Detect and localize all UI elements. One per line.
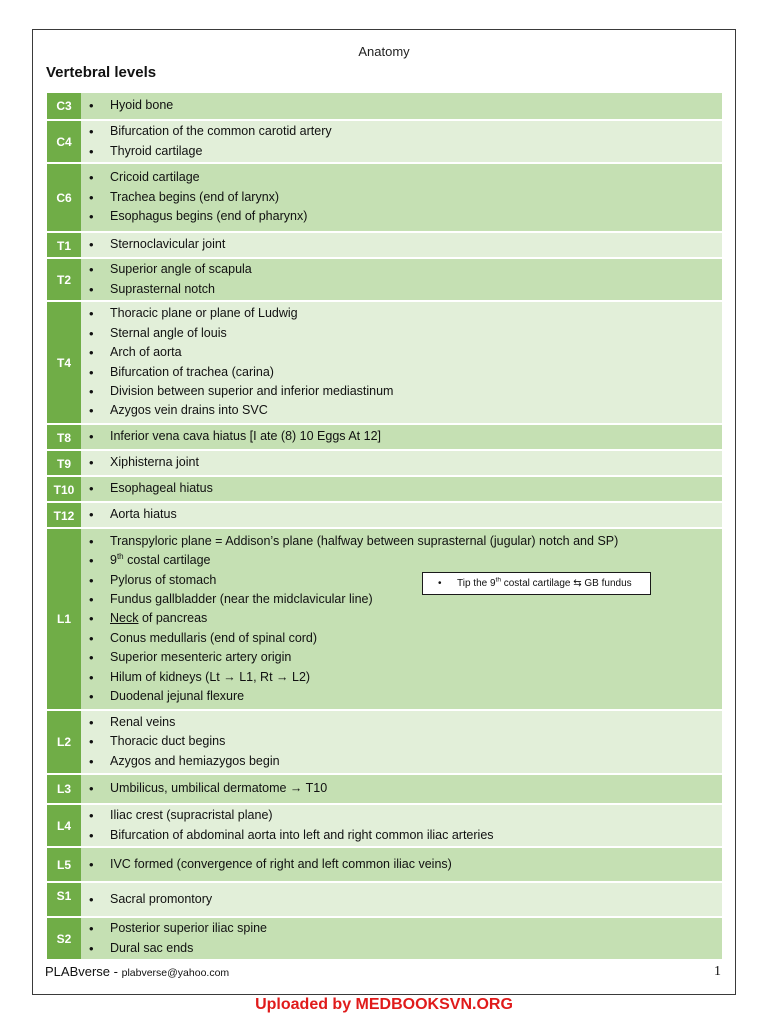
list-item: • Dural sac ends (81, 939, 722, 958)
level-row-c4 (47, 121, 722, 162)
list-item: • Division between superior and inferior mediastinum (81, 382, 722, 401)
list-item: • Sternoclavicular joint (81, 235, 722, 254)
level-row-l1 (47, 529, 722, 709)
level-row-t8 (47, 425, 722, 449)
tip-callout-box (422, 572, 651, 595)
level-items (81, 233, 722, 257)
list-item: • Thoracic plane or plane of Ludwig (81, 304, 722, 323)
page-number: 1 (714, 964, 721, 979)
level-code: C4 (47, 121, 81, 162)
level-code: T1 (47, 233, 81, 257)
level-code: T4 (47, 302, 81, 423)
level-code: L5 (47, 848, 81, 881)
list-item: • Bifurcation of abdominal aorta into left and right common iliac arteries (81, 826, 722, 845)
page-frame (32, 29, 736, 995)
level-items (81, 775, 722, 803)
bullet-list (81, 425, 722, 447)
level-code: T10 (47, 477, 81, 501)
list-item: • Conus medullaris (end of spinal cord) (81, 629, 722, 648)
bullet-list (81, 503, 722, 525)
level-row-t4 (47, 302, 722, 423)
level-row-t2 (47, 259, 722, 300)
bullet-list (81, 529, 722, 706)
level-items (81, 451, 722, 475)
tip-text-post: costal cartilage ⇆ GB fundus (500, 578, 632, 589)
bullet-list (81, 775, 722, 799)
item-text: 9 (110, 553, 117, 568)
list-item: • Cricoid cartilage (81, 168, 722, 187)
level-code: S2 (47, 918, 81, 959)
level-row-c6 (47, 164, 722, 231)
footer-brand: PLABverse (45, 964, 111, 979)
level-row-l5 (47, 848, 722, 881)
level-items (81, 918, 722, 959)
list-item (81, 551, 722, 570)
list-item: • Aorta hiatus (81, 505, 722, 524)
level-code: T8 (47, 425, 81, 449)
bullet-list (81, 259, 722, 299)
document-header: Anatomy (358, 44, 410, 59)
tip-text-sup: th (495, 576, 501, 584)
level-row-t9 (47, 451, 722, 475)
level-items (81, 503, 722, 527)
bullet-list (81, 848, 722, 874)
list-item: • IVC formed (convergence of right and left common iliac veins) (81, 855, 722, 874)
item-superscript: th (116, 551, 124, 561)
level-items (81, 711, 722, 773)
footer-separator: - (110, 964, 122, 979)
bullet-list (81, 121, 722, 161)
list-item: • Bifurcation of trachea (carina) (81, 363, 722, 382)
level-items (81, 477, 722, 501)
level-code: L1 (47, 529, 81, 709)
level-code: C6 (47, 164, 81, 231)
list-item: • Xiphisterna joint (81, 453, 722, 472)
level-code: C3 (47, 93, 81, 119)
level-code: L3 (47, 775, 81, 803)
list-item: • Sternal angle of louis (81, 324, 722, 343)
list-item (81, 609, 722, 628)
bullet-list (81, 883, 722, 909)
level-items (81, 302, 722, 423)
item-text: of pancreas (138, 611, 208, 626)
list-item: • Bifurcation of the common carotid artery (81, 122, 722, 141)
level-row-t1 (47, 233, 722, 257)
list-item: • Azygos vein drains into SVC (81, 401, 722, 420)
level-items (81, 883, 722, 916)
bullet-list (81, 164, 722, 227)
list-item: • Transpyloric plane = Addison’s plane (halfway between suprasternal (jugular) notch and SP) (81, 532, 722, 551)
level-row-s1 (47, 883, 722, 916)
level-items (81, 93, 722, 119)
level-code: T2 (47, 259, 81, 300)
level-row-t12 (47, 503, 722, 527)
item-text: costal cartilage (123, 553, 211, 568)
list-item: • Hyoid bone (81, 96, 722, 115)
level-row-s2 (47, 918, 722, 959)
bullet-list (81, 451, 722, 473)
level-items (81, 848, 722, 881)
document-title: Vertebral levels (46, 64, 157, 81)
list-item: • Thyroid cartilage (81, 142, 722, 161)
level-items (81, 259, 722, 300)
level-code: T9 (47, 451, 81, 475)
level-code: T12 (47, 503, 81, 527)
list-item: • Duodenal jejunal flexure (81, 687, 722, 706)
level-row-t10 (47, 477, 722, 501)
bullet-list (81, 93, 722, 116)
level-items (81, 529, 722, 709)
level-row-l3 (47, 775, 722, 803)
list-item: • Azygos and hemiazygos begin (81, 752, 722, 771)
level-code: L4 (47, 805, 81, 846)
list-item: • Esophageal hiatus (81, 479, 722, 498)
level-row-c3 (47, 93, 722, 119)
upload-banner: Uploaded by MEDBOOKSVN.ORG (255, 996, 513, 1013)
document-footer (45, 964, 229, 979)
list-item: • Sacral promontory (81, 890, 722, 909)
bullet-list (81, 302, 722, 421)
bullet-list (81, 918, 722, 958)
list-item: • Fundus gallbladder (near the midclavicular line) (81, 590, 722, 609)
level-code: L2 (47, 711, 81, 773)
level-code: S1 (47, 883, 81, 916)
list-item: • Trachea begins (end of larynx) (81, 188, 722, 207)
list-item: • Esophagus begins (end of pharynx) (81, 207, 722, 226)
list-item: • Superior angle of scapula (81, 260, 722, 279)
list-item: • Pylorus of stomach (81, 571, 722, 590)
level-row-l2 (47, 711, 722, 773)
list-item: • Thoracic duct begins (81, 732, 722, 751)
level-row-l4 (47, 805, 722, 846)
level-items (81, 164, 722, 231)
vertebral-levels-table (47, 93, 722, 961)
item-underlined-text: Neck (110, 611, 139, 626)
level-items (81, 425, 722, 449)
bullet-list (81, 805, 722, 845)
bullet-list (81, 711, 722, 771)
bullet-list (81, 477, 722, 499)
level-items (81, 805, 722, 846)
list-item: • Iliac crest (supracristal plane) (81, 806, 722, 825)
list-item: • Inferior vena cava hiatus [I ate (8) 10 Eggs At 12] (81, 427, 722, 446)
list-item: • Renal veins (81, 713, 722, 732)
list-item: • Hilum of kidneys (Lt → L1, Rt → L2) (81, 668, 722, 687)
level-items (81, 121, 722, 162)
tip-bullet: • (438, 578, 442, 589)
list-item: • Suprasternal notch (81, 280, 722, 299)
bullet-list (81, 233, 722, 255)
list-item: • Superior mesenteric artery origin (81, 648, 722, 667)
tip-text-pre: Tip the 9 (457, 578, 496, 589)
footer-email: plabverse@yahoo.com (121, 967, 230, 979)
tip-text (457, 573, 632, 594)
list-item: • Umbilicus, umbilical dermatome → T10 (81, 779, 722, 798)
list-item: • Arch of aorta (81, 343, 722, 362)
list-item: • Posterior superior iliac spine (81, 919, 722, 938)
